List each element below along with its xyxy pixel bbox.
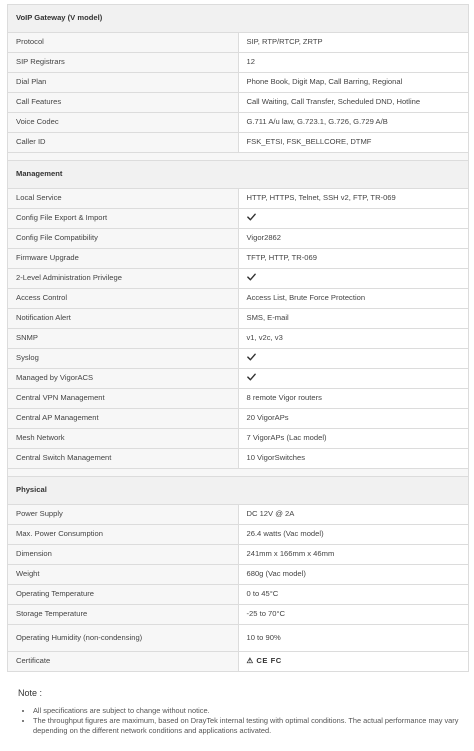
spec-row [8, 449, 469, 469]
spec-table-body [8, 5, 469, 672]
note-item: • All specifications are subject to change without notice. [33, 706, 468, 716]
spec-row [8, 389, 469, 409]
spec-value: SMS, E-mail [238, 309, 469, 329]
spec-label: Managed by VigorACS [8, 369, 239, 389]
spec-row [8, 189, 469, 209]
spec-value: 241mm x 166mm x 46mm [238, 545, 469, 565]
spec-row [8, 133, 469, 153]
spec-value: Call Waiting, Call Transfer, Scheduled DND, Hotline [238, 93, 469, 113]
spec-value: Access List, Brute Force Protection [238, 289, 469, 309]
spec-value: HTTP, HTTPS, Telnet, SSH v2, FTP, TR-069 [238, 189, 469, 209]
spec-value: Vigor2862 [238, 229, 469, 249]
section-header-row [8, 161, 469, 189]
spec-label: Central VPN Management [8, 389, 239, 409]
spec-value: 7 VigorAPs (Lac model) [238, 429, 469, 449]
spec-value: G.711 A/u law, G.723.1, G.726, G.729 A/B [238, 113, 469, 133]
spec-label: Certificate [8, 652, 239, 672]
spec-label: Dial Plan [8, 73, 239, 93]
spec-value: 8 remote Vigor routers [238, 389, 469, 409]
spec-value: -25 to 70°C [238, 605, 469, 625]
spec-label: Voice Codec [8, 113, 239, 133]
spec-label: Dimension [8, 545, 239, 565]
section-spacer [8, 153, 469, 161]
spec-row [8, 625, 469, 652]
section-title: Management [8, 161, 469, 189]
section-header-row [8, 5, 469, 33]
spec-table [7, 4, 469, 672]
spec-label: Power Supply [8, 505, 239, 525]
section-spacer-cell [8, 469, 469, 477]
spec-label: Protocol [8, 33, 239, 53]
section-title: Physical [8, 477, 469, 505]
spec-table-container [7, 4, 469, 672]
spec-value-check [238, 269, 469, 289]
spec-row [8, 73, 469, 93]
spec-row [8, 565, 469, 585]
spec-value-check [238, 349, 469, 369]
spec-value: 10 VigorSwitches [238, 449, 469, 469]
check-icon [247, 214, 256, 223]
spec-label: Config File Export & Import [8, 209, 239, 229]
spec-label: Central Switch Management [8, 449, 239, 469]
spec-label: Syslog [8, 349, 239, 369]
note-title: Note : [18, 688, 43, 698]
spec-value-check [238, 209, 469, 229]
spec-row [8, 229, 469, 249]
spec-value: 10 to 90% [238, 625, 469, 652]
note-section [18, 688, 468, 737]
spec-row [8, 409, 469, 429]
spec-row [8, 525, 469, 545]
spec-value-check [238, 369, 469, 389]
spec-label: Operating Humidity (non-condensing) [8, 625, 239, 652]
spec-label: Max. Power Consumption [8, 525, 239, 545]
spec-label: Weight [8, 565, 239, 585]
spec-label: Call Features [8, 93, 239, 113]
spec-label: SIP Registrars [8, 53, 239, 73]
note-list [18, 706, 468, 737]
spec-row [8, 605, 469, 625]
spec-value-certificate [238, 652, 469, 672]
note-item: • The throughput figures are maximum, based on DrayTek internal testing with optimal conditions. The actual performance may vary depending on the different network conditions and applications activated. [33, 716, 468, 736]
section-title: VoIP Gateway (V model) [8, 5, 469, 33]
spec-value: 680g (Vac model) [238, 565, 469, 585]
spec-label: Config File Compatibility [8, 229, 239, 249]
spec-label: Caller ID [8, 133, 239, 153]
certificate-marks-icon: ⚠ CE FC [246, 656, 282, 666]
spec-row [8, 652, 469, 672]
spec-row [8, 249, 469, 269]
section-header-row [8, 477, 469, 505]
spec-row [8, 53, 469, 73]
spec-label: Local Service [8, 189, 239, 209]
spec-label: Storage Temperature [8, 605, 239, 625]
check-icon [247, 274, 256, 283]
check-icon [247, 374, 256, 383]
section-spacer-cell [8, 153, 469, 161]
spec-label: Operating Temperature [8, 585, 239, 605]
spec-value: Phone Book, Digit Map, Call Barring, Regional [238, 73, 469, 93]
spec-value: 0 to 45°C [238, 585, 469, 605]
section-spacer [8, 469, 469, 477]
spec-value: DC 12V @ 2A [238, 505, 469, 525]
spec-row [8, 505, 469, 525]
spec-value: TFTP, HTTP, TR-069 [238, 249, 469, 269]
spec-value: 20 VigorAPs [238, 409, 469, 429]
spec-value: 12 [238, 53, 469, 73]
spec-row [8, 113, 469, 133]
spec-row [8, 209, 469, 229]
spec-label: Access Control [8, 289, 239, 309]
spec-row [8, 33, 469, 53]
spec-row [8, 329, 469, 349]
spec-label: Central AP Management [8, 409, 239, 429]
spec-value: SIP, RTP/RTCP, ZRTP [238, 33, 469, 53]
spec-row [8, 369, 469, 389]
spec-label: SNMP [8, 329, 239, 349]
spec-value: FSK_ETSI, FSK_BELLCORE, DTMF [238, 133, 469, 153]
check-icon [247, 354, 256, 363]
spec-row [8, 289, 469, 309]
spec-row [8, 429, 469, 449]
spec-row [8, 585, 469, 605]
spec-label: Mesh Network [8, 429, 239, 449]
spec-label: Firmware Upgrade [8, 249, 239, 269]
spec-label: 2-Level Administration Privilege [8, 269, 239, 289]
spec-row [8, 269, 469, 289]
spec-value: 26.4 watts (Vac model) [238, 525, 469, 545]
spec-row [8, 93, 469, 113]
spec-row [8, 309, 469, 329]
spec-value: v1, v2c, v3 [238, 329, 469, 349]
spec-row [8, 545, 469, 565]
spec-row [8, 349, 469, 369]
spec-label: Notification Alert [8, 309, 239, 329]
